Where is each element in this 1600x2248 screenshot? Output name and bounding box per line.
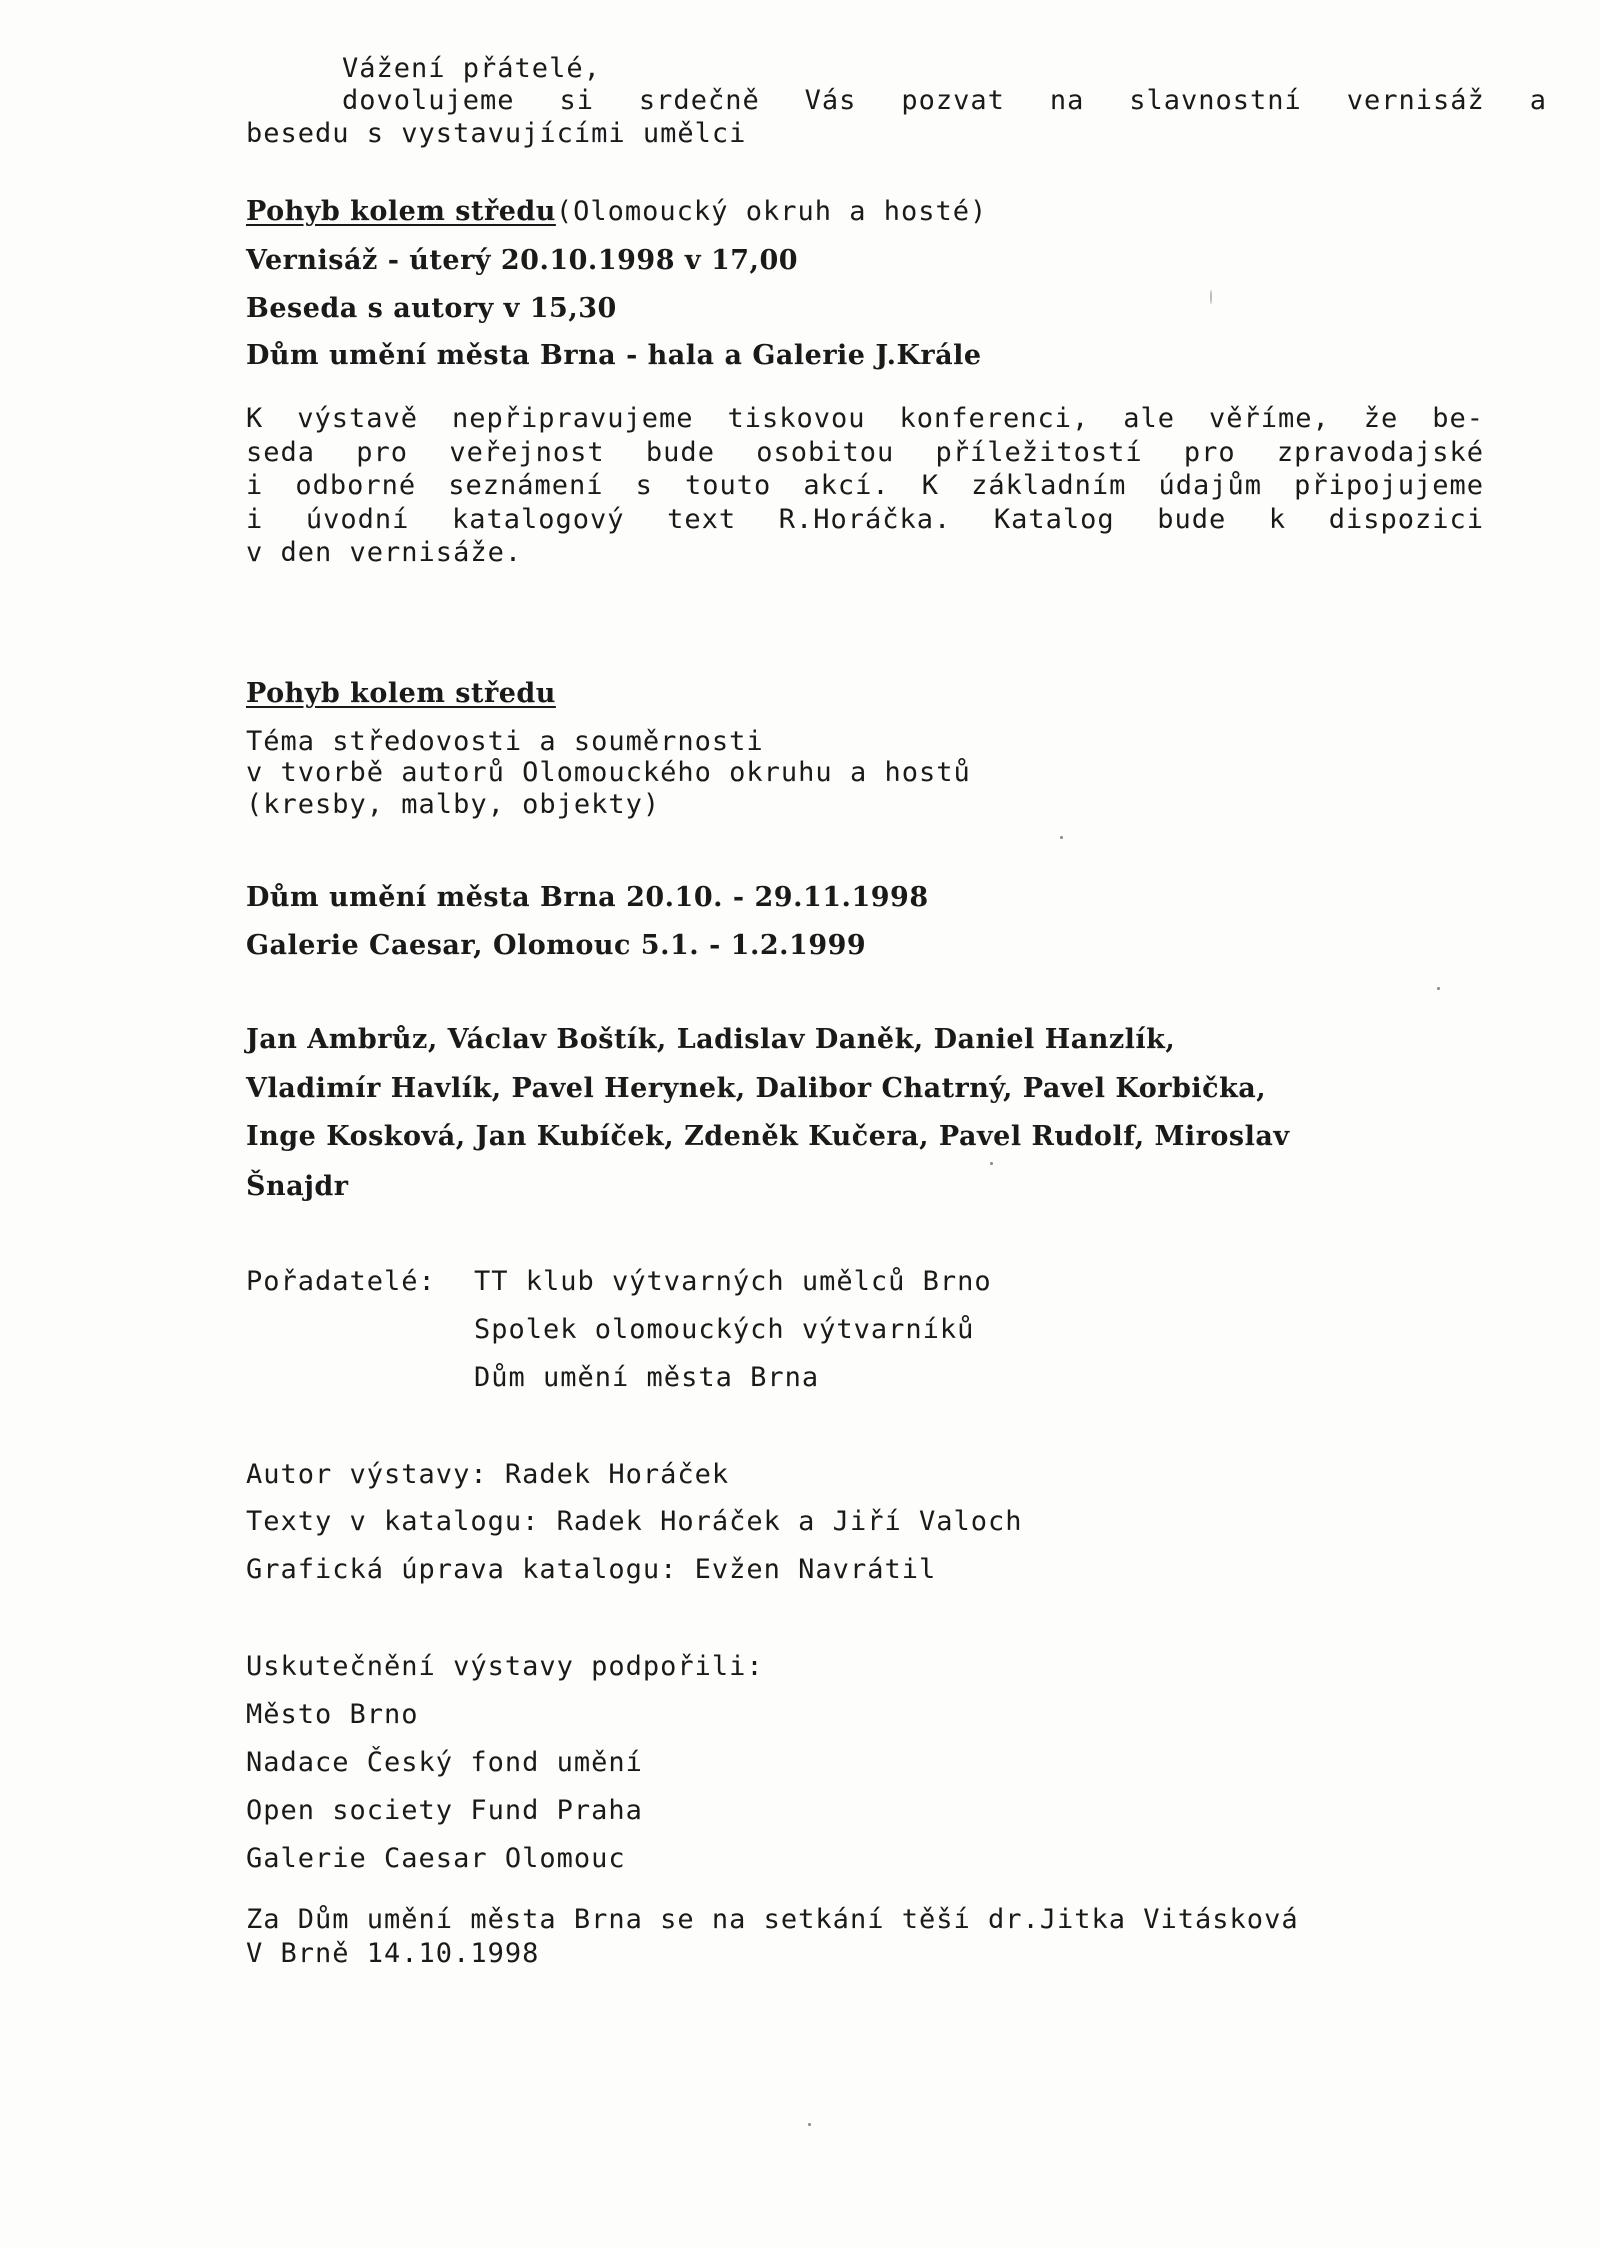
word: ale (1123, 403, 1176, 434)
organizer-item: TT klub výtvarných umělců Brno (474, 1266, 992, 1297)
word: k (1268, 504, 1287, 535)
word: slavnostní (1129, 85, 1302, 116)
word: dispozici (1328, 504, 1484, 535)
press-note-line-4 (246, 503, 1484, 537)
vernissage-line: Vernisáž - úterý 20.10.1998 v 17,00 (246, 245, 799, 276)
word: připojujeme (1294, 470, 1484, 501)
venue-line: Dům umění města Brna - hala a Galerie J.Krále (246, 340, 982, 371)
word: veřejnost (449, 437, 605, 468)
word: osobitou (756, 437, 895, 468)
support-label: Uskutečnění výstavy podpořili: (246, 1651, 764, 1682)
press-note-line-1 (246, 402, 1484, 436)
credit-design: Grafická úprava katalogu: Evžen Navrátil (246, 1554, 937, 1585)
exhibition-theme-3: (kresby, malby, objekty) (246, 789, 661, 820)
scan-speck (1210, 290, 1212, 304)
greeting-line-1: Vážení přátelé, (342, 53, 601, 84)
word: s (635, 470, 653, 501)
word: seznámení (448, 470, 604, 501)
word: věříme, (1209, 403, 1330, 434)
scan-speck (1060, 836, 1063, 839)
supporter-item: Město Brno (246, 1699, 419, 1730)
word: R.Horáčka. (778, 504, 952, 535)
word: zpravodajské (1276, 437, 1484, 468)
word: K (246, 403, 264, 434)
credit-texts: Texty v katalogu: Radek Horáček a Jiří Valoch (246, 1506, 1023, 1537)
press-note-line-2 (246, 436, 1484, 470)
organizers-label: Pořadatelé: (246, 1266, 436, 1297)
event-title-suffix: (Olomoucký okruh a hosté) (555, 196, 988, 227)
artists-line-1: Jan Ambrůz, Václav Boštík, Ladislav Daněk, Daniel Hanzlík, (246, 1024, 1176, 1055)
exhibition-theme-2: v tvorbě autorů Olomouckého okruhu a hostů (246, 757, 971, 788)
word: bude (1157, 504, 1227, 535)
word: tiskovou (727, 403, 866, 434)
organizer-item: Dům umění města Brna (474, 1362, 820, 1393)
exhibition-dates-olomouc: Galerie Caesar, Olomouc 5.1. - 1.2.1999 (246, 930, 867, 961)
artists-line-3: Inge Kosková, Jan Kubíček, Zdeněk Kučera, Pavel Rudolf, Miroslav (246, 1121, 1290, 1152)
exhibition-title: Pohyb kolem středu (246, 678, 556, 709)
word: Katalog (993, 504, 1115, 535)
word: na (1049, 85, 1085, 116)
word: příležitostí (935, 437, 1143, 468)
supporter-item: Nadace Český fond umění (246, 1747, 643, 1778)
greeting-line-2 (342, 84, 1547, 118)
scan-speck (808, 2123, 811, 2126)
supporter-item: Galerie Caesar Olomouc (246, 1843, 626, 1874)
word: Vás (804, 85, 857, 116)
word: odborné (295, 470, 417, 501)
press-note-line-3 (246, 469, 1484, 503)
artists-line-4: Šnajdr (246, 1171, 349, 1202)
credit-author: Autor výstavy: Radek Horáček (246, 1459, 730, 1490)
word: pozvat (901, 85, 1005, 116)
press-note-line-5: v den vernisáže. (246, 537, 523, 568)
word: akcí. (803, 470, 890, 501)
organizer-item: Spolek olomouckých výtvarníků (474, 1314, 975, 1345)
word: si (559, 85, 594, 116)
word: úvodní (305, 504, 410, 535)
word: bude (645, 437, 715, 468)
greeting-line-3: besedu s vystavujícími umělci (246, 118, 747, 149)
word: základním (971, 470, 1127, 501)
word: i (246, 504, 264, 535)
word: výstavě (297, 403, 419, 434)
word: vernisáž (1346, 85, 1485, 116)
word: údajům (1158, 470, 1263, 501)
artists-line-2: Vladimír Havlík, Pavel Herynek, Dalibor Chatrný, Pavel Korbička, (246, 1073, 1267, 1104)
discussion-line: Beseda s autory v 15,30 (246, 293, 617, 324)
event-title: Pohyb kolem středu (246, 196, 556, 227)
word: katalogový (451, 504, 625, 535)
word: pro (356, 437, 409, 468)
event-title-line (246, 195, 987, 229)
scan-speck (990, 1162, 993, 1165)
word: be- (1432, 403, 1484, 434)
exhibition-dates-brno: Dům umění města Brna 20.10. - 29.11.1998 (246, 882, 929, 913)
word: pro (1183, 437, 1236, 468)
word: nepřipravujeme (451, 403, 694, 434)
word: touto (685, 470, 772, 501)
supporter-item: Open society Fund Praha (246, 1795, 643, 1826)
word: seda (246, 437, 316, 468)
word: i (246, 470, 264, 501)
word: srdečně (638, 85, 760, 116)
word: a (1529, 85, 1547, 116)
closing-date: V Brně 14.10.1998 (246, 1938, 540, 1969)
word: text (667, 504, 737, 535)
word: konferenci, (899, 403, 1090, 434)
scan-speck (1437, 987, 1440, 990)
exhibition-theme-1: Téma středovosti a souměrnosti (246, 726, 764, 757)
word: že (1363, 403, 1399, 434)
closing-line-1: Za Dům umění města Brna se na setkání těší dr.Jitka Vitásková (246, 1904, 1299, 1935)
word: dovolujeme (342, 85, 515, 116)
word: K (921, 470, 940, 501)
